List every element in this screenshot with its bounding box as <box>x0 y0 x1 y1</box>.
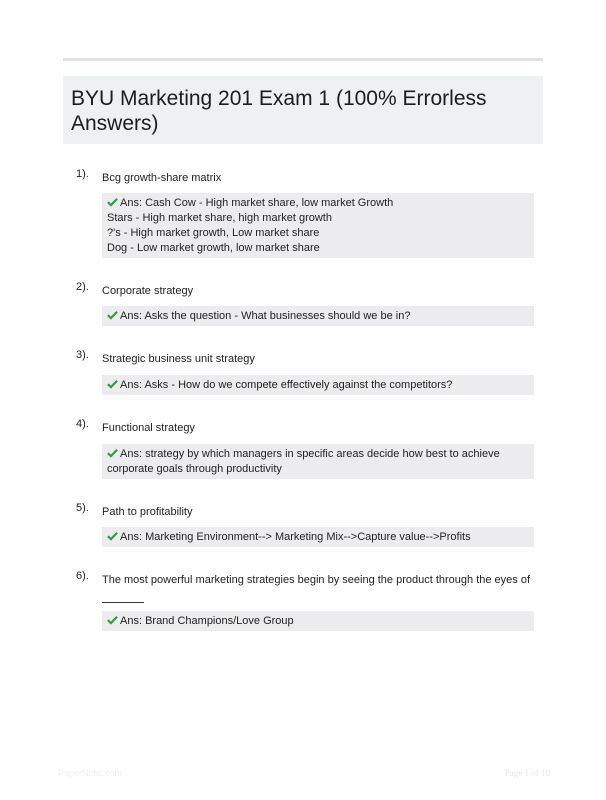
question-number: 2). <box>76 281 89 293</box>
question-number: 1). <box>76 168 89 180</box>
top-rule <box>63 58 543 61</box>
question-text: Corporate strategy <box>102 285 194 297</box>
checkmark-icon <box>107 615 118 625</box>
answer-line: Ans: strategy by which managers in specific areas decide how best to achieve <box>107 447 528 462</box>
checkmark-icon <box>107 448 118 458</box>
answer-box <box>102 527 534 547</box>
checkmark-icon <box>107 310 118 320</box>
answer-line: Stars - High market share, high market growth <box>107 212 332 224</box>
answer-box <box>102 444 534 479</box>
question-text: Bcg growth-share matrix <box>102 172 222 184</box>
answer-line: ?'s - High market growth, Low market share <box>107 227 320 239</box>
answer-box <box>102 611 534 631</box>
answer-line: Ans: Brand Champions/Love Group <box>107 614 528 629</box>
checkmark-icon <box>107 531 118 541</box>
question-text: Functional strategy <box>102 422 195 434</box>
page-title: BYU Marketing 201 Exam 1 (100% Errorless Answers) <box>71 87 487 135</box>
checkmark-icon <box>107 197 118 207</box>
answer-line: Ans: Asks the question - What businesses should we be in? <box>107 309 528 324</box>
question-number: 4). <box>76 418 89 430</box>
question-number: 5). <box>76 502 89 514</box>
answer-line: Ans: Marketing Environment--> Marketing Mix-->Capture value-->Profits <box>107 530 528 545</box>
title-box <box>63 76 543 144</box>
question-text: Strategic business unit strategy <box>102 353 255 365</box>
question-number: 6). <box>76 570 89 582</box>
answer-line: Dog - Low market growth, low market share <box>107 242 320 254</box>
checkmark-icon <box>107 379 118 389</box>
answer-box <box>102 306 534 326</box>
answer-line: Ans: Asks - How do we compete effectively against the competitors? <box>107 378 528 393</box>
answer-line: corporate goals through productivity <box>107 463 282 475</box>
answer-line: Ans: Cash Cow - High market share, low market Growth <box>107 196 528 211</box>
question-number: 3). <box>76 349 89 361</box>
page-number: Page 1 of 10 <box>504 768 550 778</box>
answer-box <box>102 193 534 258</box>
question-text: The most powerful marketing strategies begin by seeing the product through the eyes of <box>102 571 542 610</box>
answer-box <box>102 375 534 395</box>
watermark: PaperNotic.com <box>58 768 123 778</box>
answer-blank <box>102 590 144 603</box>
question-text: Path to profitability <box>102 506 193 518</box>
